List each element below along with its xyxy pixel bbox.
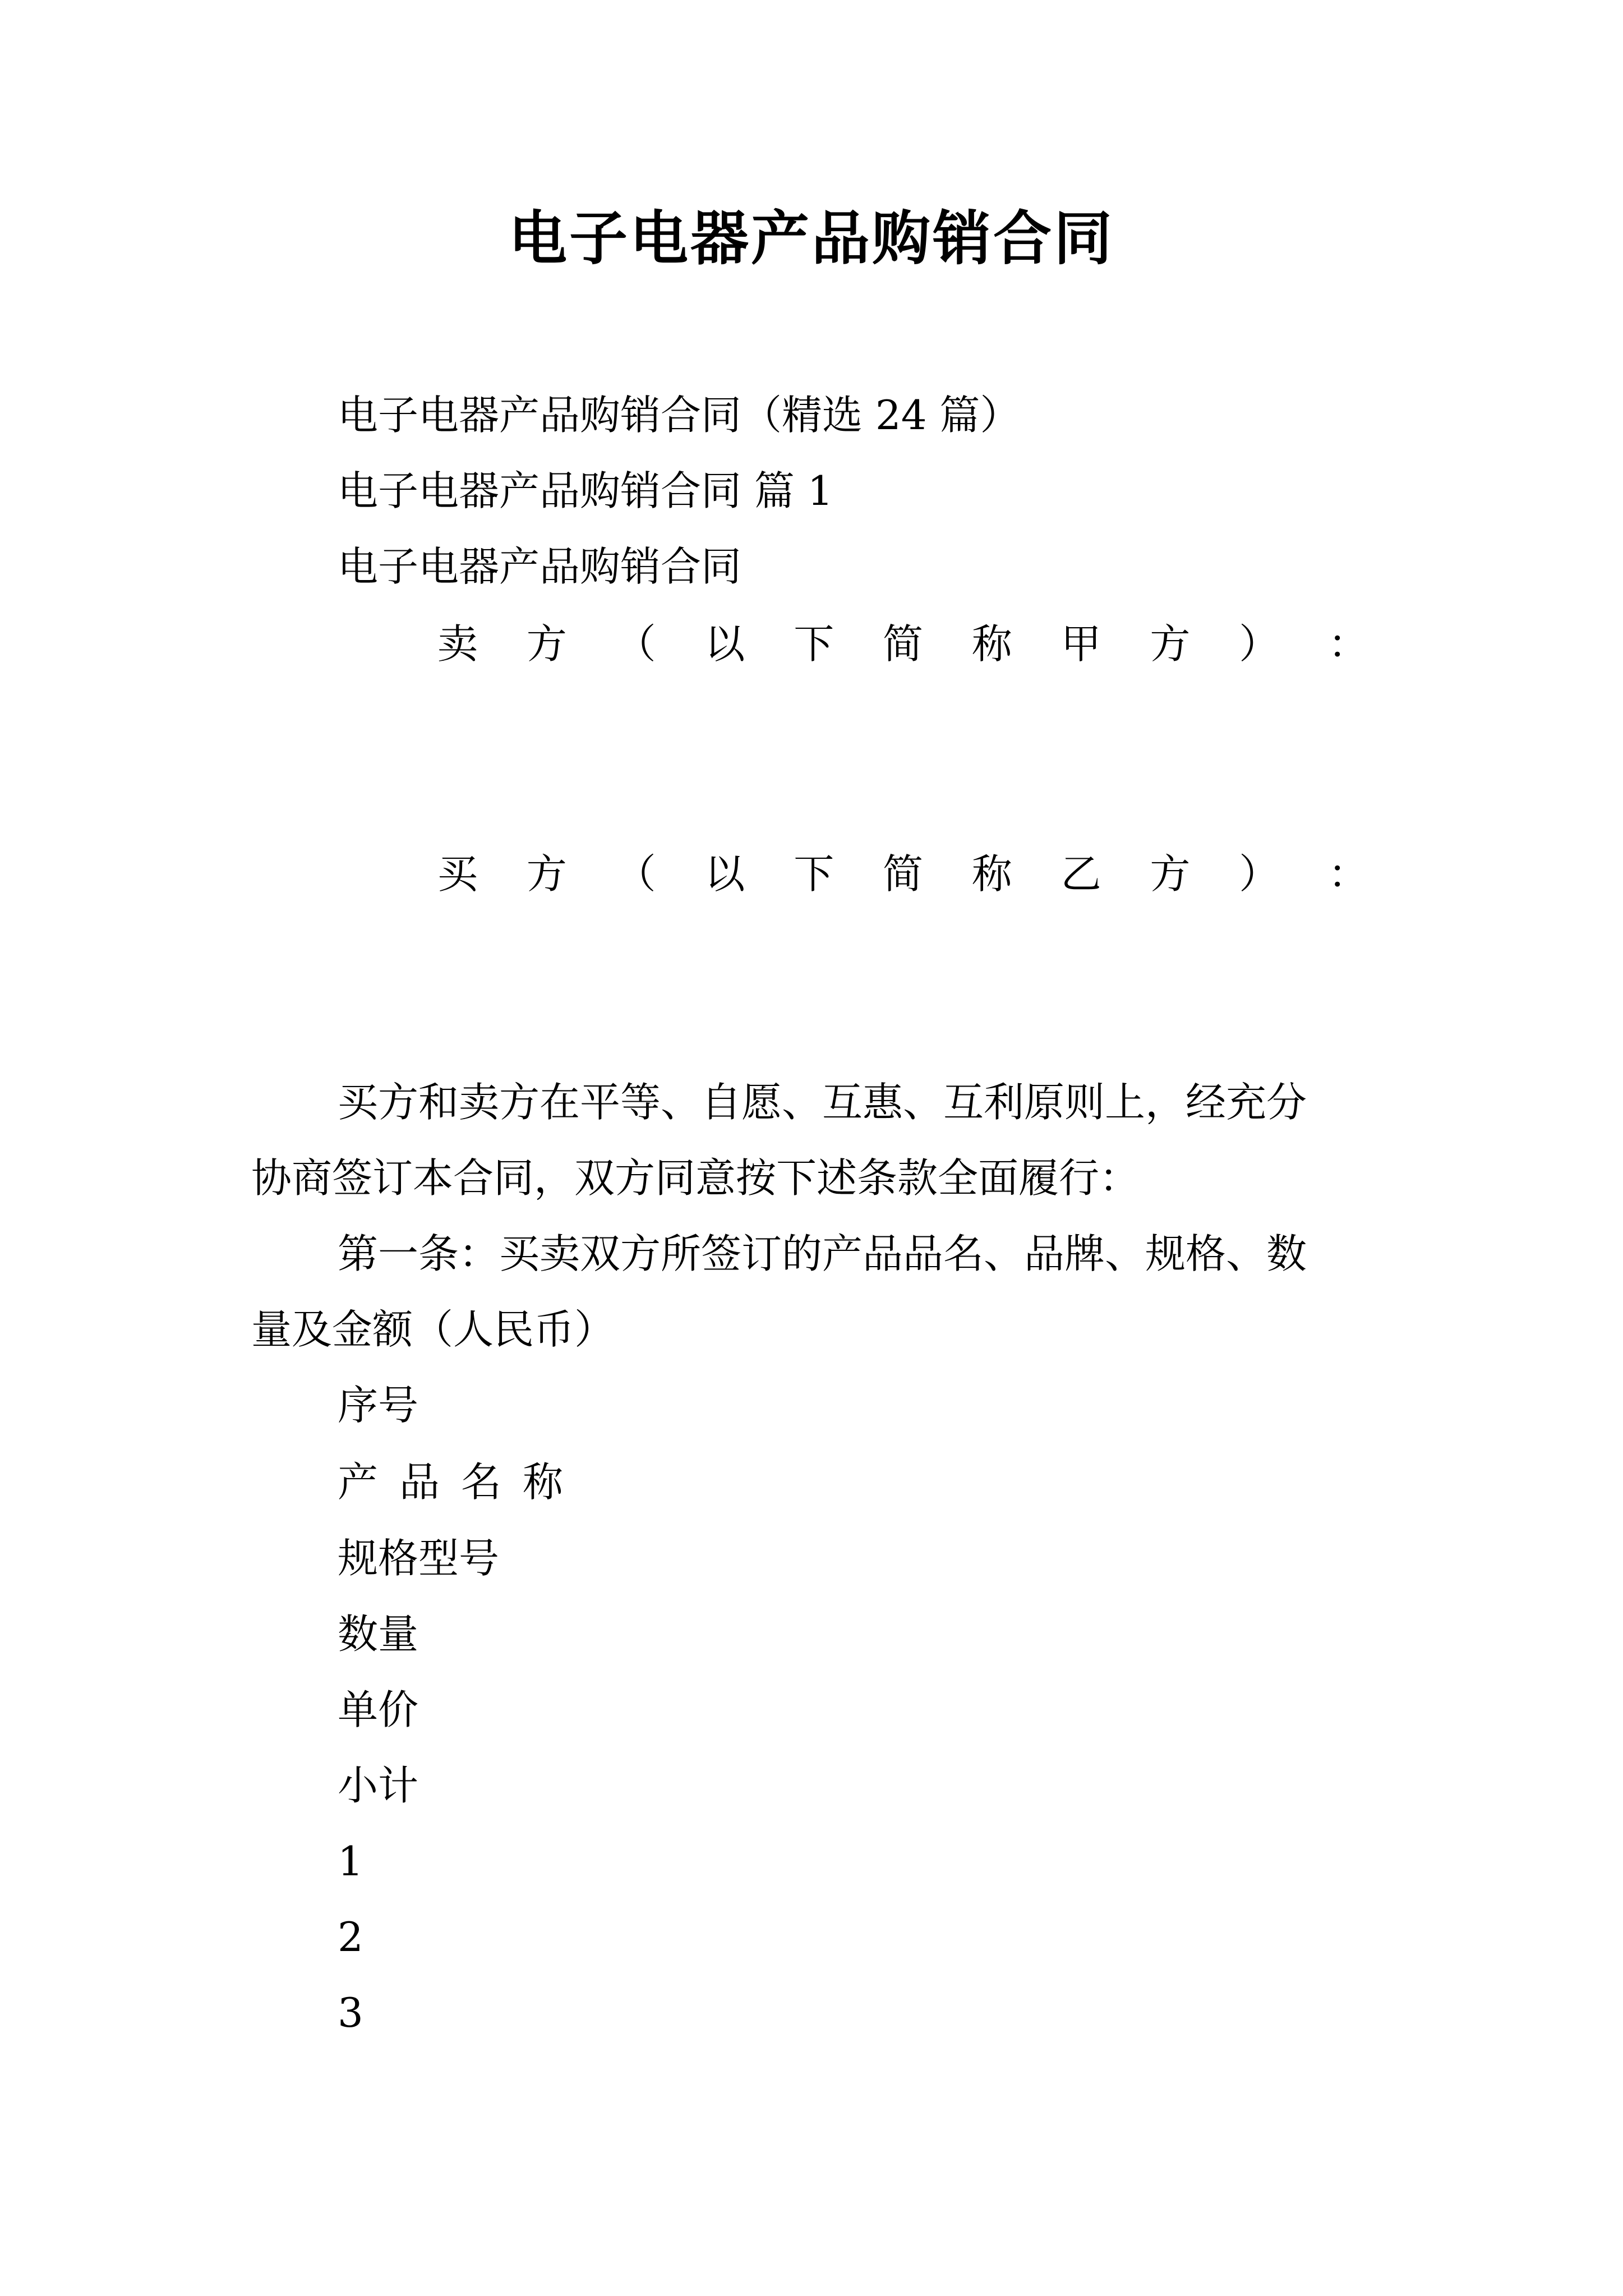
buyer-char: （ bbox=[615, 850, 656, 898]
seller-char: 方 bbox=[1150, 620, 1191, 668]
buyer-char: 称 bbox=[971, 850, 1012, 898]
intro-line-collection: 电子电器产品购销合同（精选 24 篇） bbox=[338, 392, 1021, 439]
seller-char: 方 bbox=[526, 620, 567, 668]
table-header-subtotal: 小计 bbox=[338, 1762, 419, 1809]
seller-char: 以 bbox=[704, 620, 745, 668]
buyer-char: 下 bbox=[794, 850, 834, 898]
buyer-char: ： bbox=[1327, 850, 1368, 898]
table-header-quantity: 数量 bbox=[338, 1611, 419, 1658]
table-row-number: 1 bbox=[338, 1838, 363, 1885]
table-row-number: 3 bbox=[338, 1989, 363, 2036]
buyer-char: 乙 bbox=[1061, 850, 1101, 898]
seller-char: 卖 bbox=[437, 620, 478, 668]
buyer-char: 简 bbox=[882, 850, 923, 898]
table-header-index: 序号 bbox=[338, 1382, 419, 1429]
buyer-char: 方 bbox=[1150, 850, 1191, 898]
buyer-char: 以 bbox=[704, 850, 745, 898]
table-header-model: 规格型号 bbox=[338, 1535, 500, 1582]
intro-line-part: 电子电器产品购销合同 篇 1 bbox=[338, 467, 833, 514]
seller-char: （ bbox=[615, 620, 656, 668]
table-header-unit-price: 单价 bbox=[338, 1686, 419, 1733]
table-header-product-name: 产品名称 bbox=[338, 1458, 585, 1506]
paragraph-1-line-1: 买方和卖方在平等、自愿、互惠、互利原则上，经充分 bbox=[338, 1079, 1307, 1126]
seller-char: ： bbox=[1327, 620, 1368, 668]
seller-char: 简 bbox=[882, 620, 923, 668]
seller-char: 下 bbox=[794, 620, 834, 668]
intro-line-heading: 电子电器产品购销合同 bbox=[338, 543, 742, 590]
paragraph-1-line-2: 协商签订本合同，双方同意按下述条款全面履行： bbox=[251, 1154, 1140, 1202]
article-1-line-2: 量及金额（人民币） bbox=[251, 1306, 615, 1353]
article-1-line-1: 第一条：买卖双方所签订的产品品名、品牌、规格、数 bbox=[338, 1230, 1307, 1277]
seller-char: ） bbox=[1239, 620, 1280, 668]
buyer-char: ） bbox=[1239, 850, 1280, 898]
table-row-number: 2 bbox=[338, 1913, 363, 1961]
seller-line bbox=[437, 616, 1368, 672]
seller-char: 甲 bbox=[1061, 620, 1101, 668]
buyer-char: 方 bbox=[526, 850, 567, 898]
buyer-line bbox=[437, 846, 1368, 902]
document-title: 电子电器产品购销合同 bbox=[508, 204, 1114, 273]
buyer-char: 买 bbox=[437, 850, 478, 898]
seller-char: 称 bbox=[971, 620, 1012, 668]
